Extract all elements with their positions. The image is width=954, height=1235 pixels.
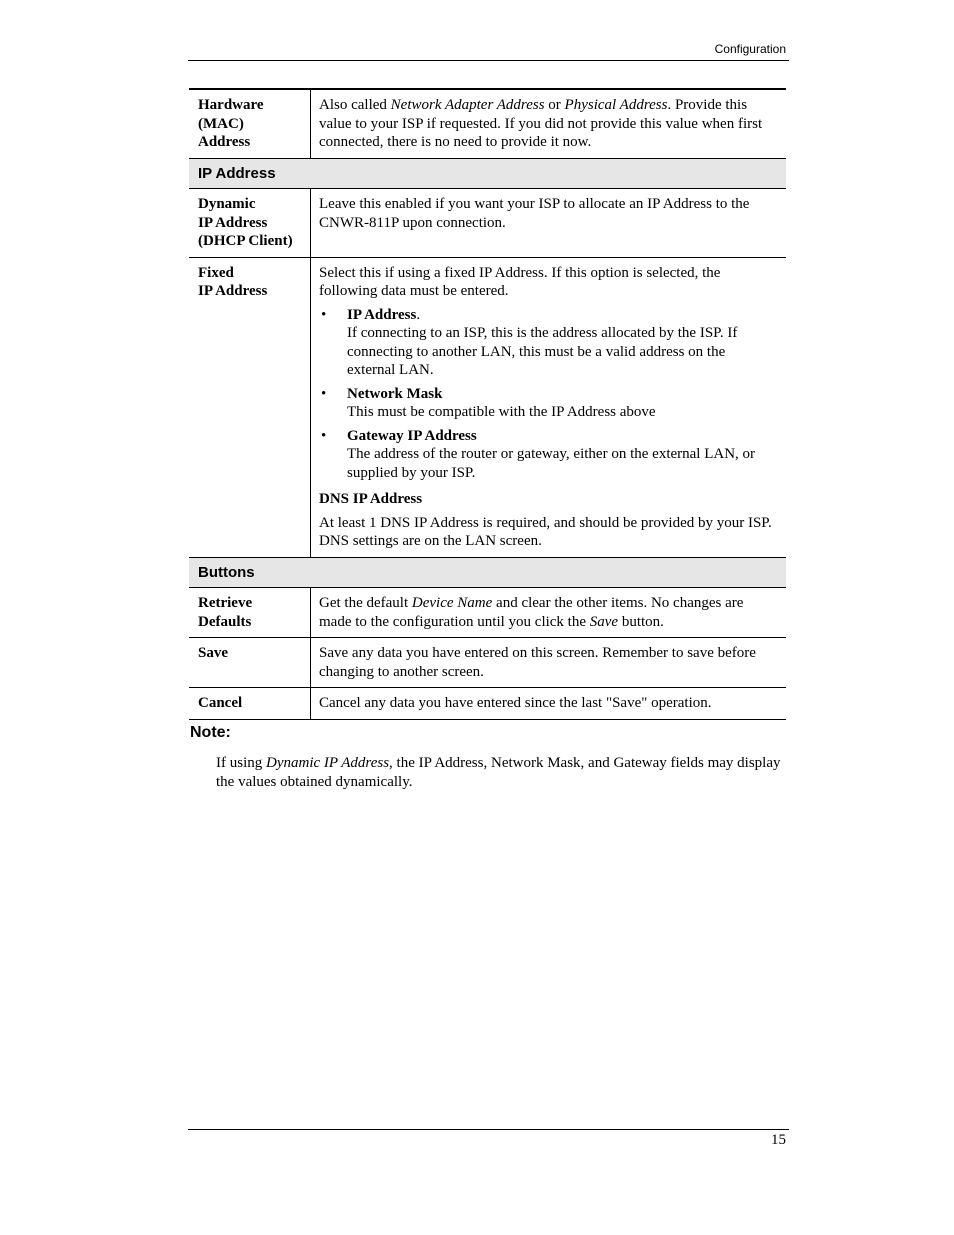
- footer-rule: [188, 1129, 789, 1130]
- bullet-title: Gateway IP Address: [347, 427, 477, 444]
- fixed-intro: Select this if using a fixed IP Address. If this option is selected, the following data must be entered.: [319, 264, 721, 299]
- note-term: Dynamic IP Address: [266, 755, 390, 771]
- section-row-ip-address: [189, 158, 786, 189]
- section-heading: IP Address: [189, 158, 786, 189]
- row-description: Leave this enabled if you want your ISP to allocate an IP Address to the CNWR-811P upon connection.: [311, 189, 787, 258]
- note-text-part: , the IP Address, Network Mask, and Gateway fields may display the values obtained dynamically.: [216, 755, 781, 790]
- row-label: Save: [189, 638, 311, 688]
- row-label: [189, 588, 311, 638]
- desc-term: Network Adapter Address: [390, 97, 545, 113]
- settings-table: [189, 88, 786, 720]
- desc-text: and clear the other items. No changes are made to the configuration until you click the: [319, 595, 744, 630]
- table-row: [189, 638, 786, 688]
- desc-text: Get the default: [319, 595, 412, 611]
- bullet-text: The address of the router or gateway, either on the external LAN, or supplied by your ISP.: [347, 446, 756, 481]
- header-rule: [188, 60, 789, 61]
- bullet-text: If connecting to an ISP, this is the address allocated by the ISP. If connecting to another LAN, this must be a valid address on the external LAN.: [347, 325, 738, 378]
- page-number: 15: [771, 1132, 786, 1148]
- desc-term: Save: [589, 613, 619, 630]
- note-text: [216, 754, 786, 791]
- label-line: Hardware: [198, 97, 264, 113]
- label-line: Fixed: [198, 264, 234, 281]
- row-label: Cancel: [189, 688, 311, 720]
- bullet-icon: •: [321, 427, 327, 444]
- label-line: IP Address: [198, 283, 268, 299]
- note-heading: Note:: [190, 724, 231, 741]
- desc-term: Device Name: [411, 595, 493, 611]
- desc-text: . Provide this value to your ISP if requested. If you did not provide this value when first connected, there is no need to provide it now.: [319, 97, 763, 150]
- note-text-part: If using: [216, 755, 266, 771]
- desc-text: or: [544, 97, 565, 113]
- dns-heading: DNS IP Address: [319, 491, 423, 507]
- desc-term: Physical Address: [564, 97, 668, 113]
- row-label: [189, 189, 311, 258]
- bullet-text: This must be compatible with the IP Address above: [347, 404, 656, 420]
- bullet-icon: •: [321, 385, 327, 402]
- row-description: [311, 588, 787, 638]
- row-description: Save any data you have entered on this screen. Remember to save before changing to another screen.: [311, 638, 787, 688]
- desc-text: button.: [618, 613, 664, 630]
- label-line: (DHCP Client): [198, 233, 293, 249]
- row-description: [311, 257, 787, 557]
- row-description: Cancel any data you have entered since the last "Save" operation.: [311, 688, 787, 720]
- bullet-suffix: .: [416, 306, 421, 323]
- label-line: Address: [198, 134, 251, 150]
- table-row: [189, 257, 786, 557]
- row-description: [311, 89, 787, 158]
- bullet-title: Network Mask: [347, 385, 443, 402]
- running-header: Configuration: [714, 42, 786, 56]
- dns-text: At least 1 DNS IP Address is required, and should be provided by your ISP. DNS settings are on the LAN screen.: [319, 514, 772, 549]
- table-row: [189, 588, 786, 638]
- bullet-item: [319, 385, 776, 422]
- label-line: Retrieve: [198, 595, 253, 611]
- table-row: [189, 89, 786, 158]
- bullet-item: [319, 427, 776, 483]
- section-heading: Buttons: [189, 557, 786, 588]
- bullet-item: [319, 306, 776, 380]
- bullet-title: IP Address: [347, 306, 417, 323]
- row-label: [189, 257, 311, 557]
- label-line: IP Address: [198, 214, 268, 231]
- label-line: (MAC): [198, 115, 244, 132]
- table-row: [189, 688, 786, 720]
- row-label: [189, 89, 311, 158]
- section-row-buttons: [189, 557, 786, 588]
- table-row: [189, 189, 786, 258]
- label-line: Defaults: [198, 613, 252, 630]
- desc-text: Also called: [319, 97, 391, 113]
- label-line: Dynamic: [198, 196, 256, 212]
- bullet-icon: •: [321, 306, 327, 323]
